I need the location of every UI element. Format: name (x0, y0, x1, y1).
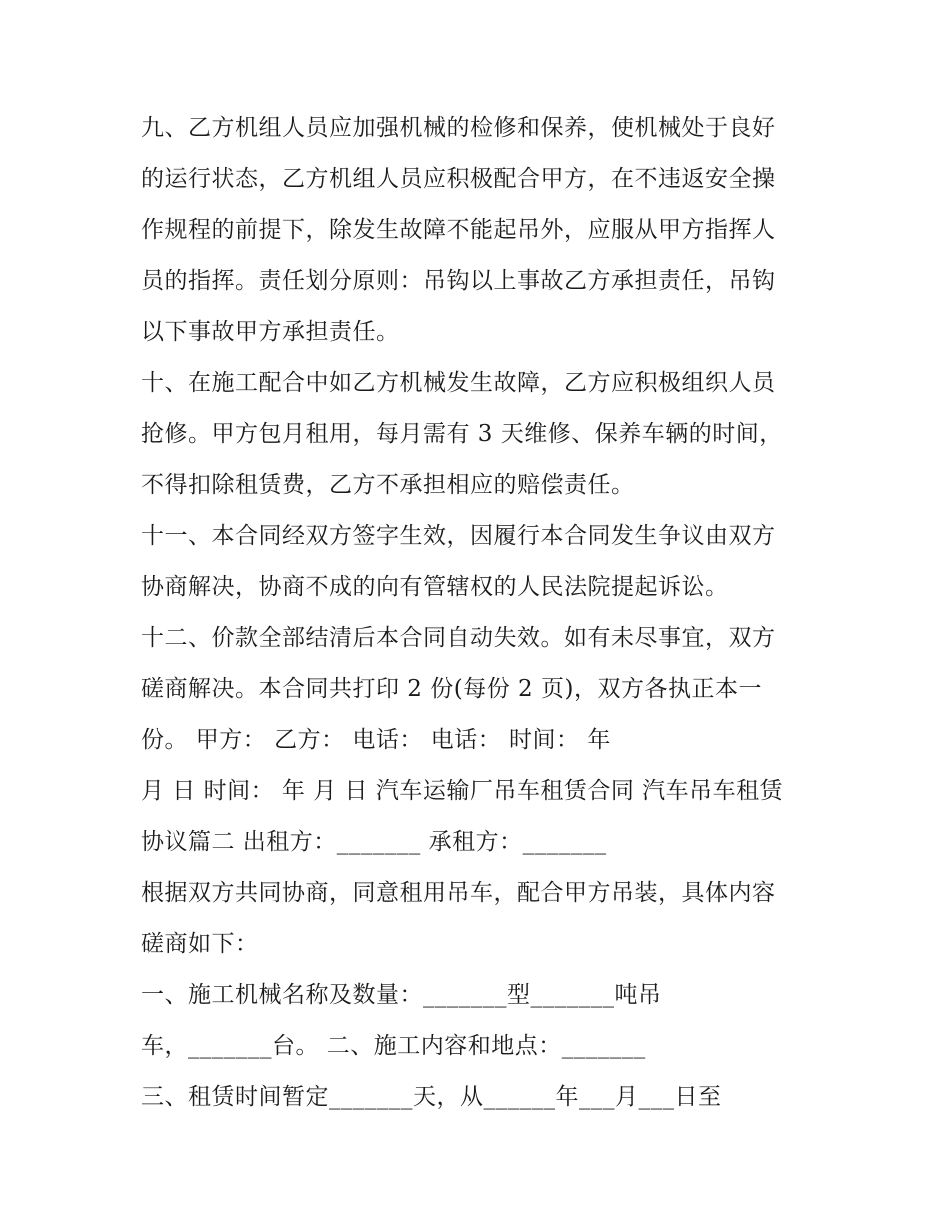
text-line: 车，_______台。 二、施工内容和地点：_______ (141, 1033, 646, 1059)
text-line: 磋商如下： (141, 931, 259, 957)
text-line: 员的指挥。责任划分原则：吊钩以上事故乙方承担责任，吊钩 (141, 268, 776, 294)
text-line: 协议篇二 出租方：_______ 承租方：_______ (141, 829, 607, 855)
text-line: 三、租赁时间暂定_______天，从______年___月___日至 (141, 1084, 722, 1110)
text-line: 协商解决，协商不成的向有管辖权的人民法院提起诉讼。 (141, 574, 729, 600)
text-line: 一、施工机械名称及数量：_______型_______吨吊 (141, 982, 662, 1008)
text-line: 份。 甲方： 乙方： 电话： 电话： 时间： 年 (141, 727, 611, 753)
text-line: 的运行状态，乙方机组人员应积极配合甲方，在不违返安全操 (141, 166, 776, 192)
text-line: 磋商解决。本合同共打印 2 份(每份 2 页)，双方各执正本一 (141, 676, 762, 702)
text-line: 根据双方共同协商，同意租用吊车，配合甲方吊装，具体内容 (141, 880, 776, 906)
text-line: 十、在施工配合中如乙方机械发生故障，乙方应积极组织人员 (141, 370, 776, 396)
text-line: 以下事故甲方承担责任。 (141, 319, 400, 345)
text-line: 月 日 时间： 年 月 日 汽车运输厂吊车租赁合同 汽车吊车租赁 (141, 778, 784, 804)
text-line: 十一、本合同经双方签字生效，因履行本合同发生争议由双方 (141, 523, 776, 549)
text-line: 抢修。甲方包月租用，每月需有 3 天维修、保养车辆的时间， (141, 421, 783, 447)
text-line: 不得扣除租赁费，乙方不承担相应的赔偿责任。 (141, 472, 635, 498)
document-body (141, 103, 821, 1123)
text-line: 九、乙方机组人员应加强机械的检修和保养，使机械处于良好 (141, 115, 776, 141)
text-line: 十二、价款全部结清后本合同自动失效。如有未尽事宜，双方 (141, 625, 776, 651)
text-line: 作规程的前提下，除发生故障不能起吊外，应服从甲方指挥人 (141, 217, 776, 243)
